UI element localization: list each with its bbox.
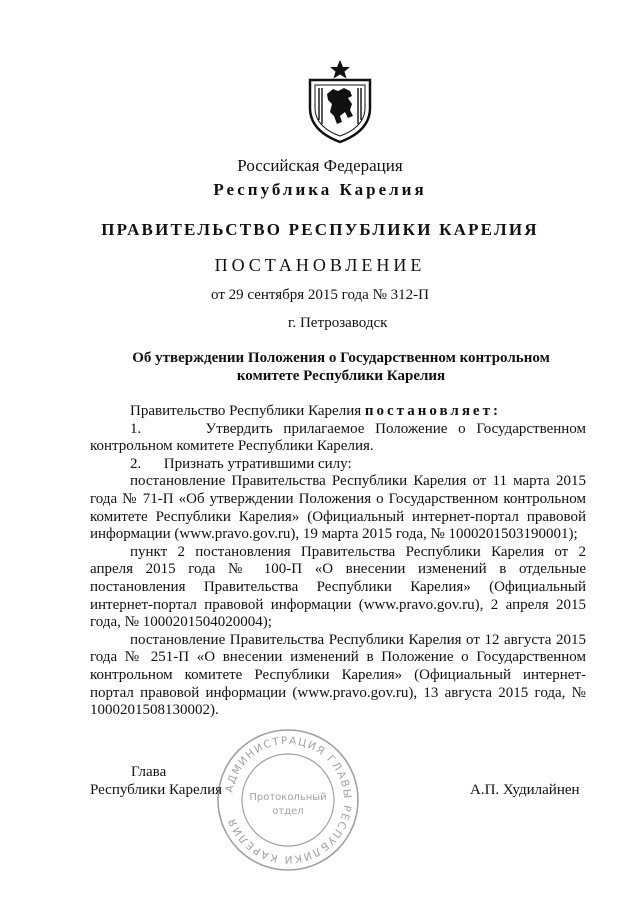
government-title: ПРАВИТЕЛЬСТВО РЕСПУБЛИКИ КАРЕЛИЯ: [101, 220, 539, 239]
item-1: 1. Утвердить прилагаемое Положение о Государственном контрольном комитете Республики Карелия.: [90, 420, 586, 455]
document-body: [90, 403, 586, 720]
intro-lead: Правительство Республики Карелия: [130, 403, 365, 419]
repealed-paragraph-2: пункт 2 постановления Правительства Республики Карелия от 2 апреля 2015 года № 100-П «О внесении изменений в отдельные постановления Правительства Республики Карелия» (Официальный интернет-портал правовой информации (www.pravo.gov.ru), 2 апреля 2015 года, № 1000201504020004);: [90, 543, 586, 631]
republic-name: Республика Карелия: [213, 180, 427, 199]
intro-paragraph: [90, 403, 586, 421]
document-type: ПОСТАНОВЛЕНИЕ: [214, 255, 426, 275]
subject-line-1: Об утверждении Положения о Государственном контрольном: [132, 350, 550, 366]
karelia-coat-of-arms-icon: [300, 58, 380, 144]
signature-name: А.П. Худилайнен: [470, 782, 580, 798]
intro-resolves: постановляет:: [364, 403, 501, 419]
signature-title: Глава: [131, 764, 167, 780]
subject-line-2: комитете Республики Карелия: [236, 368, 446, 384]
svg-text:отдел: отдел: [272, 806, 304, 817]
office-stamp-icon: [214, 726, 362, 874]
repealed-paragraph-3: постановление Правительства Республики Карелия от 12 августа 2015 года № 251-П «О внесении изменений в Положение о Государственном контрольном комитете Республики Карелия» (Официальный интернет-портал правовой информации (www.pravo.gov.ru), 13 августа 2015 года, № 1000201508130002).: [90, 631, 586, 719]
svg-text:Протокольный: Протокольный: [249, 792, 327, 803]
signature-republic: Республики Карелия: [90, 782, 223, 798]
document-city: г. Петрозаводск: [288, 315, 388, 331]
document-subject: [96, 349, 586, 385]
country-name: Российская Федерация: [237, 156, 403, 175]
item-2: 2. Признать утратившими силу:: [130, 455, 352, 472]
document-dateline: от 29 сентября 2015 года № 312-П: [211, 287, 429, 303]
svg-text:АДМИНИСТРАЦИЯ ГЛАВЫ РЕСПУБЛИКИ: АДМИНИСТРАЦИЯ ГЛАВЫ РЕСПУБЛИКИ КАРЕЛИЯ: [223, 734, 354, 866]
repealed-paragraph-1: постановление Правительства Республики Карелия от 11 марта 2015 года № 71-П «Об утверждении Положения о Государственном контрольном комитете Республики Карелия» (Официальный интернет-портал правовой информации (www.pravo.gov.ru), 19 марта 2015 года, № 1000201503190001);: [90, 473, 586, 543]
